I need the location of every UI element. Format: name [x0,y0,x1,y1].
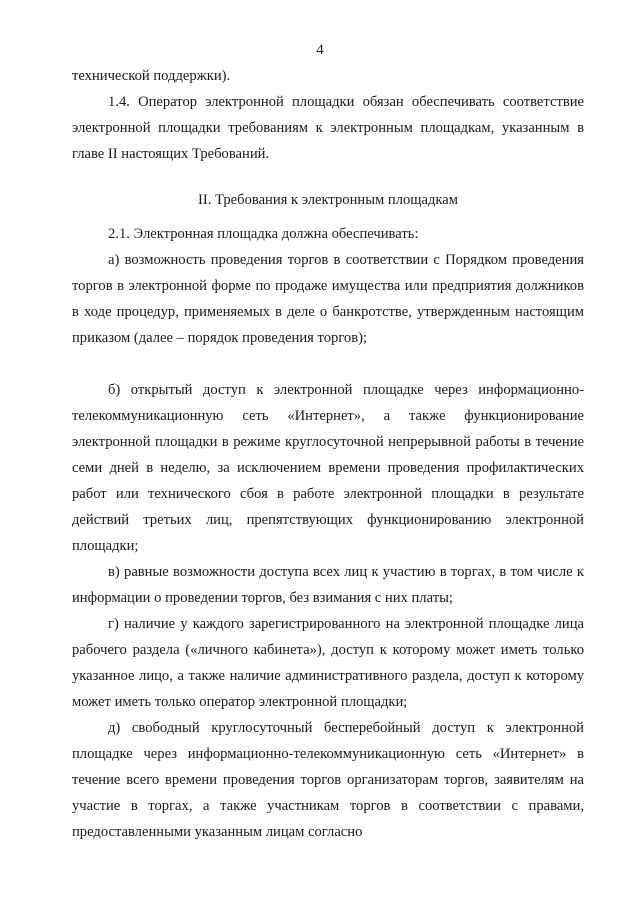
paragraph-1-4: 1.4. Оператор электронной площадки обязан обеспечивать соответствие электронной площадки требованиям к электронным площадкам, указанным в главе II настоящих Требований. [72,94,584,162]
paragraph-item-g: г) наличие у каждого зарегистрированного на электронной площадке лица рабочего раздела («личного кабинета»), доступ к которому может иметь только указанное лицо, а также наличие административного раздела, доступ к которому может иметь только оператор электронной площадки; [72,616,584,710]
paragraph-item-a: а) возможность проведения торгов в соответствии с Порядком проведения торгов в электронной форме по продаже имущества или предприятия должников в ходе процедур, применяемых в деле о банкротстве, утвержденным настоящим приказом (далее – порядок проведения торгов); [72,252,584,346]
paragraph-item-v: в) равные возможности доступа всех лиц к участию в торгах, в том числе к информации о проведении торгов, без взимания с них платы; [72,564,584,606]
paragraph-item-b: б) открытый доступ к электронной площадке через информационно-телекоммуникационную сеть «Интернет», а также функционирование электронной площадки в режиме круглосуточной непрерывной работы в течение семи дней в неделю, за исключением времени проведения профилактических работ или технического сбоя в работе электронной площадки в результате действий третьих лиц, препятствующих функционированию электронной площадки; [72,382,584,554]
page-number: 4 [316,42,324,58]
paragraph-item-d: д) свободный круглосуточный бесперебойный доступ к электронной площадке через информационно-телекоммуникационную сеть «Интернет» в течение всего времени проведения торгов организаторам торгов, заявителям на участие в торгах, а также участникам торгов в соответствии с правами, предоставленными указанным лицам согласно [72,720,584,840]
paragraph-2-1: 2.1. Электронная площадка должна обеспечивать: [108,226,419,242]
paragraph-continuation: технической поддержки). [72,68,231,84]
section-heading: II. Требования к электронным площадкам [198,192,458,208]
